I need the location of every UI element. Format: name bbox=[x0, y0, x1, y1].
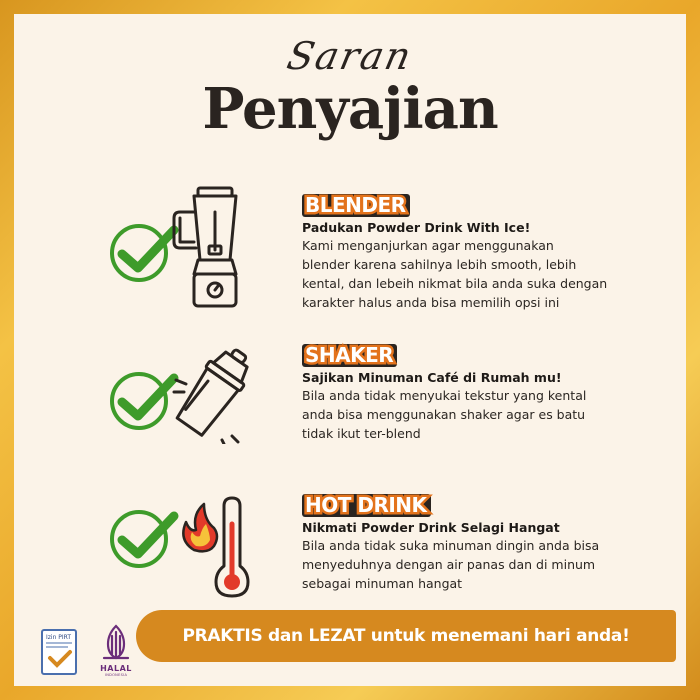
section-blender bbox=[302, 194, 642, 312]
section-desc-line: blender karena sahilnya lebih smooth, lebih bbox=[302, 257, 577, 272]
pirt-logo-icon bbox=[40, 628, 80, 678]
script-title: Saran bbox=[283, 34, 417, 78]
badge-shaker-wrap bbox=[302, 344, 397, 367]
thermometer-flame-icon bbox=[176, 492, 266, 602]
section-desc-line: Bila anda tidak suka minuman dingin anda bisa bbox=[302, 538, 600, 553]
section-badge: BLENDER bbox=[305, 193, 406, 217]
section-desc-line: sebagai minuman hangat bbox=[302, 576, 463, 591]
section-hot-drink bbox=[302, 494, 642, 593]
halal-emblem-icon bbox=[98, 622, 134, 662]
section-shaker bbox=[302, 344, 642, 443]
section-desc-line: kental, dan lebeih nikmat bila anda suka dengan bbox=[302, 276, 608, 291]
section-subtitle: Padukan Powder Drink With Ice! bbox=[302, 220, 531, 235]
page-title: Penyajian bbox=[202, 76, 498, 142]
content-card bbox=[14, 14, 686, 686]
blender-icon bbox=[166, 184, 246, 314]
footer-banner bbox=[136, 610, 676, 662]
section-subtitle: Nikmati Powder Drink Selagi Hangat bbox=[302, 520, 560, 535]
section-badge: HOT DRINK bbox=[305, 493, 427, 517]
shaker-icon bbox=[166, 344, 258, 444]
pirt-label: Izin PIRT bbox=[46, 634, 72, 641]
check-icon bbox=[110, 372, 168, 430]
check-icon bbox=[110, 510, 168, 568]
check-icon bbox=[110, 224, 168, 282]
footer-tagline: PRAKTIS dan LEZAT untuk menemani hari anda! bbox=[182, 626, 630, 646]
section-desc-line: menyeduhnya dengan air panas dan di minum bbox=[302, 557, 596, 572]
section-desc-line: anda bisa menggunakan shaker agar es batu bbox=[302, 407, 586, 422]
halal-label: HALAL bbox=[100, 664, 132, 673]
halal-sub-label: INDONESIA bbox=[104, 673, 128, 677]
section-desc-line: karakter halus anda bisa memilih opsi ini bbox=[302, 295, 560, 310]
section-subtitle: Sajikan Minuman Café di Rumah mu! bbox=[302, 370, 562, 385]
section-desc-line: Kami menganjurkan agar menggunakan bbox=[302, 238, 554, 253]
section-badge: SHAKER bbox=[305, 343, 394, 367]
section-desc-line: Bila anda tidak menyukai tekstur yang kental bbox=[302, 388, 587, 403]
halal-logo bbox=[94, 622, 138, 680]
badge-blender-wrap bbox=[302, 194, 410, 217]
section-desc-line: tidak ikut ter-blend bbox=[302, 426, 421, 441]
badge-hot-drink-wrap bbox=[302, 494, 431, 517]
